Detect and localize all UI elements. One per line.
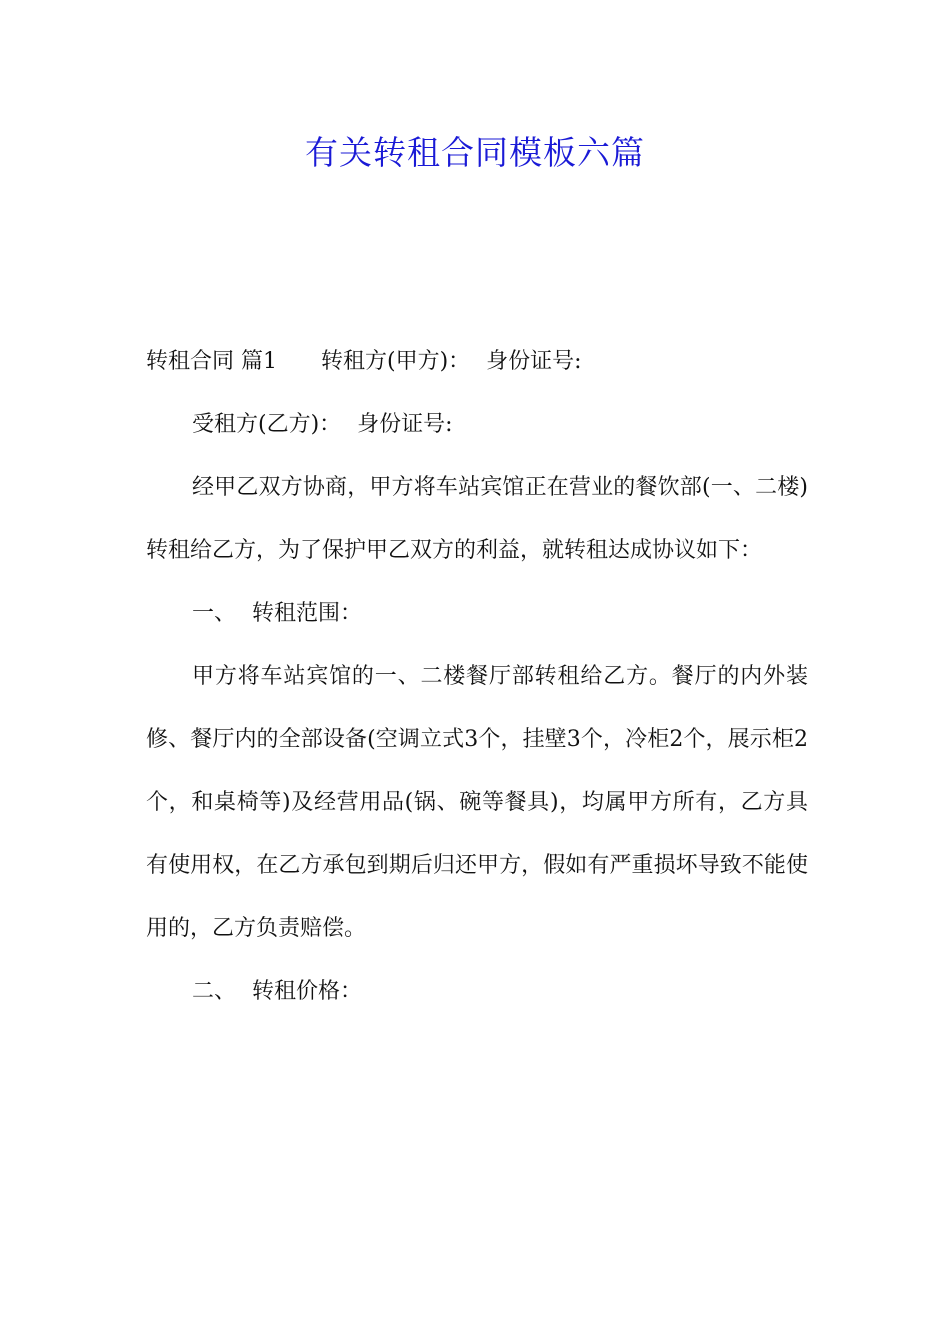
contract-heading: 转租合同 篇1 [146, 349, 277, 374]
section-1-number: 一、 [192, 601, 237, 626]
section-2-heading [146, 960, 808, 1023]
contract-header-line [146, 330, 808, 393]
section-1-paragraph: 甲方将车站宾馆的一、二楼餐厅部转租给乙方。餐厅的内外装修、餐厅内的全部设备(空调立式3个，挂壁3个，冷柜2个，展示柜2个，和桌椅等)及经营用品(锅、碗等餐具)，均属甲方所有，乙方具有使用权，在乙方承包到期后归还甲方，假如有严重损坏导致不能使用的，乙方负责赔偿。 [146, 664, 808, 941]
section-2-number: 二、 [192, 979, 237, 1004]
intro-paragraph: 经甲乙双方协商，甲方将车站宾馆正在营业的餐饮部(一、二楼)转租给乙方，为了保护甲乙双方的利益，就转租达成协议如下： [146, 475, 808, 563]
section-1-heading [146, 582, 808, 645]
document-title: 有关转租合同模板六篇 [305, 133, 645, 172]
lessee-id-label: 身份证号: [357, 412, 453, 437]
lessee-label: 受租方(乙方)： [192, 412, 342, 437]
lessee-line [146, 393, 808, 456]
section-1-title: 转租范围： [252, 601, 363, 626]
document-body [146, 330, 808, 1023]
lessor-id-label: 身份证号: [486, 349, 582, 374]
lessor-label: 转租方(甲方)： [321, 349, 471, 374]
section-2-title: 转租价格： [252, 979, 363, 1004]
